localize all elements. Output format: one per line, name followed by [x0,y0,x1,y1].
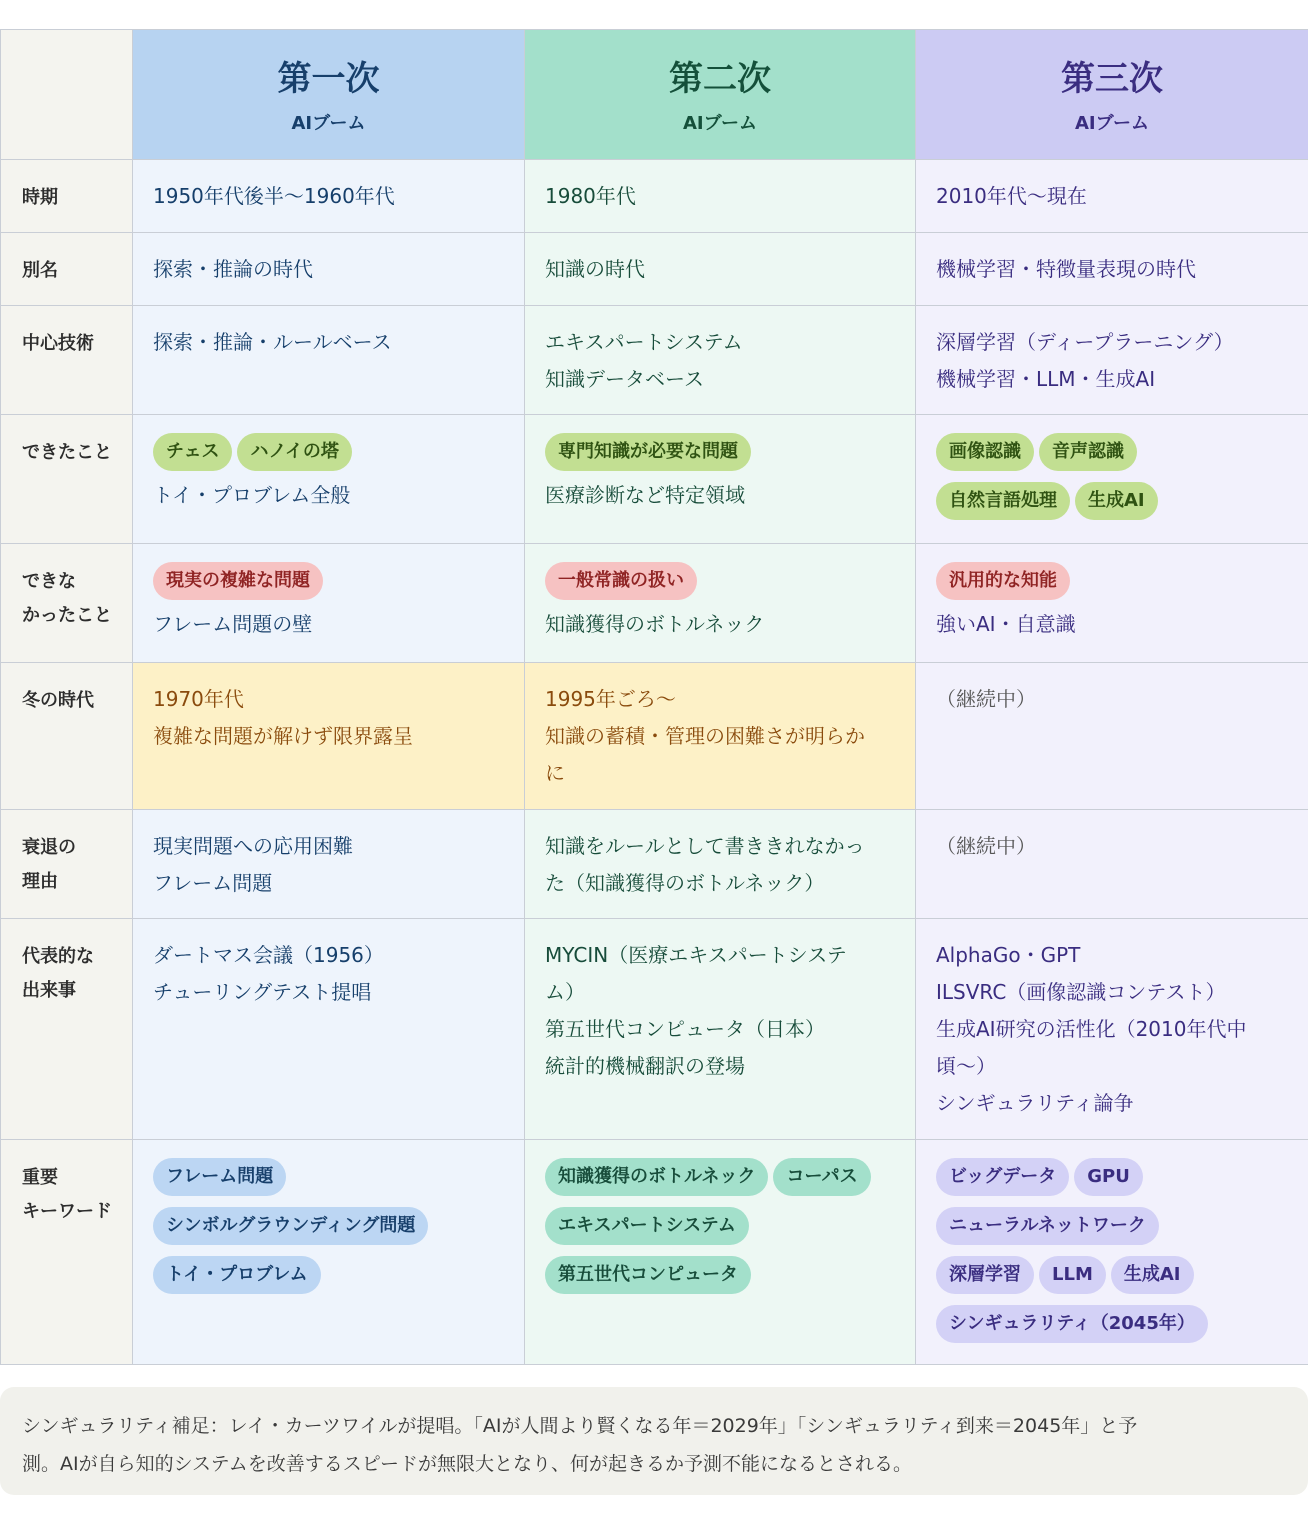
header-first-boom [133,30,525,160]
tag-keyword: 深層学習 [936,1256,1034,1294]
cell-achievements-1 [133,415,525,544]
column-title: 第三次 [1061,58,1163,99]
row-alias [1,233,1308,306]
cell-winter-1 [133,663,525,810]
row-limitations [1,544,1308,663]
label-line: できな [22,571,76,592]
tag-keyword: ニューラルネットワーク [936,1207,1159,1245]
text-line: エキスパートシステム [545,330,743,354]
row-decline [1,810,1308,919]
label-line: キーワード [22,1201,112,1222]
header-row [1,30,1308,160]
text-line: ダートマス会議（1956） [153,943,384,967]
note-line: シンギュラリティ補足：レイ・カーツワイルが提唱。「AIが人間より賢くなる年＝2029年」「シンギュラリティ到来＝2045年」と予 [22,1415,1138,1437]
row-label-achievements: できたこと [1,415,133,544]
text-line: 深層学習（ディープラーニング） [936,330,1234,354]
row-label-decline [1,810,133,919]
cell-core-tech-1 [133,306,525,415]
tag-keyword: 生成AI [1111,1256,1194,1294]
column-title: 第二次 [669,58,771,99]
tag-keyword: シンギュラリティ（2045年） [936,1305,1208,1343]
tag-achievement: 音声認識 [1039,433,1137,471]
text-line: 知識獲得のボトルネック [545,612,765,636]
row-keywords [1,1140,1308,1365]
label-line: 代表的な [22,946,94,967]
tag-achievement: 専門知識が必要な問題 [545,433,751,471]
cell-alias-2: 知識の時代 [525,233,916,306]
tag-achievement: ハノイの塔 [237,433,351,471]
tag-keyword: エキスパートシステム [545,1207,749,1245]
text-line: 現実問題への応用困難 [153,834,353,858]
row-label-events [1,919,133,1140]
cell-keywords-1 [133,1140,525,1365]
cell-limitations-2 [525,544,916,663]
ai-boom-comparison-table [0,29,1308,1365]
cell-events-2 [525,919,916,1140]
row-achievements [1,415,1308,544]
text-line: 強いAI・自意識 [936,612,1076,636]
text-line: MYCIN（医療エキスパートシステ [545,943,847,967]
row-label-limitations [1,544,133,663]
tag-keyword: GPU [1074,1158,1143,1196]
cell-decline-2 [525,810,916,919]
tag-keyword: 知識獲得のボトルネック [545,1158,768,1196]
text-line: （継続中） [936,687,1036,711]
cell-core-tech-2 [525,306,916,415]
column-subtitle: AIブーム [1074,112,1150,134]
text-line: 知識データベース [545,367,704,391]
cell-alias-1: 探索・推論の時代 [133,233,525,306]
tag-keyword: ビッグデータ [936,1158,1069,1196]
cell-alias-3: 機械学習・特徴量表現の時代 [916,233,1308,306]
note-line: 測。AIが自ら知的システムを改善するスピードが無限大となり、何が起きるか予測不能になるとされる。 [22,1453,912,1475]
cell-achievements-3 [916,415,1308,544]
text-line: ム） [545,980,585,1004]
text-line: 知識をルールとして書ききれなかっ [545,834,865,858]
row-events [1,919,1308,1140]
header-third-boom [916,30,1308,160]
tag-keyword: シンボルグラウンディング問題 [153,1207,428,1245]
tag-keyword: 第五世代コンピュータ [545,1256,751,1294]
text-line: フレーム問題の壁 [153,612,313,636]
tag-keyword: フレーム問題 [153,1158,286,1196]
text-line: AlphaGo・GPT [936,943,1081,967]
cell-limitations-1 [133,544,525,663]
cell-core-tech-3 [916,306,1308,415]
row-period [1,160,1308,233]
text-line: に [545,761,565,785]
text-line: チューリングテスト提唱 [153,980,372,1004]
cell-period-1: 1950年代後半〜1960年代 [133,160,525,233]
cell-decline-1 [133,810,525,919]
text-line: フレーム問題 [153,871,273,895]
tag-achievement: チェス [153,433,232,471]
text-line: 機械学習・LLM・生成AI [936,367,1156,391]
singularity-note [0,1387,1308,1495]
row-label-alias: 別名 [1,233,133,306]
header-second-boom [525,30,916,160]
tag-achievement: 自然言語処理 [936,482,1070,520]
tag-keyword: LLM [1039,1256,1106,1294]
label-line: 出来事 [22,980,76,1001]
tag-limitation: 一般常識の扱い [545,562,697,600]
cell-period-3: 2010年代〜現在 [916,160,1308,233]
header-corner [1,30,133,160]
text-line: た（知識獲得のボトルネック） [545,871,825,895]
text-line: 頃〜） [936,1054,996,1078]
row-core-tech [1,306,1308,415]
row-winter [1,663,1308,810]
cell-keywords-2 [525,1140,916,1365]
text-line: 知識の蓄積・管理の困難さが明らか [545,724,865,748]
label-line: かったこと [22,605,112,626]
tag-keyword: コーパス [773,1158,870,1196]
column-title: 第一次 [277,58,380,99]
cell-limitations-3 [916,544,1308,663]
row-label-keywords [1,1140,133,1365]
text-line: 探索・推論・ルールベース [153,330,392,354]
text-line: ILSVRC（画像認識コンテスト） [936,980,1226,1004]
column-subtitle: AIブーム [291,112,366,134]
text-line: （継続中） [936,834,1036,858]
tag-achievement: 画像認識 [936,433,1034,471]
text-line: 生成AI研究の活性化（2010年代中 [936,1017,1247,1041]
text-line: トイ・プロブレム全般 [153,483,351,507]
row-label-winter: 冬の時代 [1,663,133,810]
text-line: 1970年代 [153,687,244,711]
cell-decline-3 [916,810,1308,919]
label-line: 理由 [22,871,58,892]
label-line: 重要 [22,1167,58,1188]
cell-keywords-3 [916,1140,1308,1365]
cell-winter-2 [525,663,916,810]
cell-period-2: 1980年代 [525,160,916,233]
text-line: シンギュラリティ論争 [936,1091,1134,1115]
tag-keyword: トイ・プロブレム [153,1256,321,1294]
cell-events-3 [916,919,1308,1140]
text-line: 統計的機械翻訳の登場 [545,1054,745,1078]
cell-achievements-2 [525,415,916,544]
label-line: 衰退の [22,837,76,858]
text-line: 複雑な問題が解けず限界露呈 [153,724,413,748]
tag-achievement: 生成AI [1075,482,1158,520]
tag-limitation: 現実の複雑な問題 [153,562,323,600]
column-subtitle: AIブーム [682,112,758,134]
text-line: 第五世代コンピュータ（日本） [545,1017,825,1041]
row-label-period: 時期 [1,160,133,233]
cell-events-1 [133,919,525,1140]
row-label-core-tech: 中心技術 [1,306,133,415]
cell-winter-3 [916,663,1308,810]
text-line: 医療診断など特定領域 [545,483,745,507]
text-line: 1995年ごろ〜 [545,687,676,711]
tag-limitation: 汎用的な知能 [936,562,1070,600]
